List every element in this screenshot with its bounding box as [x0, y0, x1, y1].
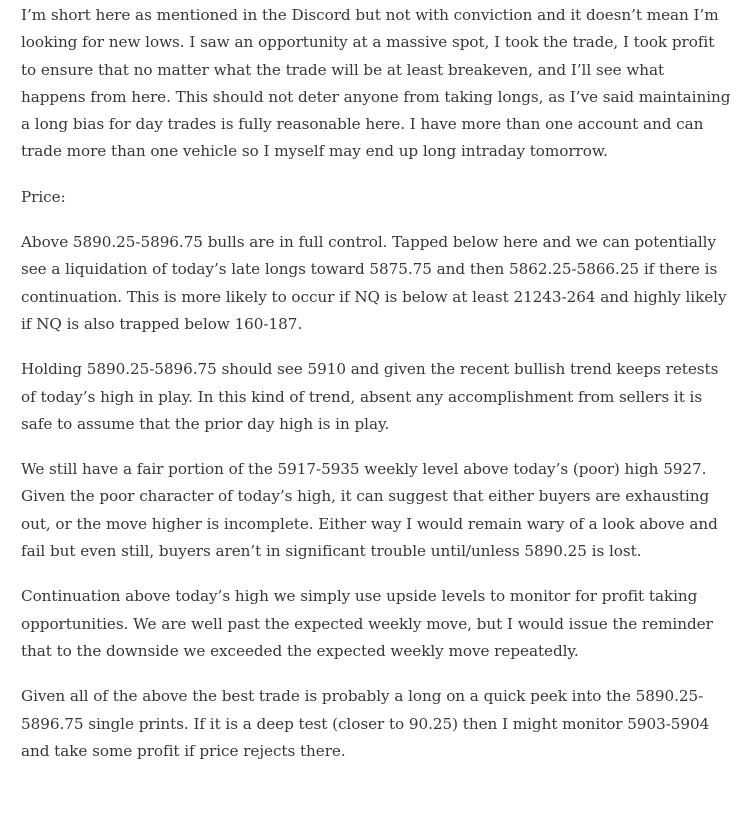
paragraph-weekly-level: We still have a fair portion of the 5917-5935 weekly level above today’s (poor) high 5927. Given the poor character of today’s high, it can suggest that either buyers are exhausting out, or the move higher is incomplete. Either way I would remain wary of a look above and fail but even still, buyers aren’t in significant trouble until/unless 5890.25 is lost.	[21, 460, 718, 561]
paragraph-continuation: Continuation above today’s high we simply use upside levels to monitor for profit taking opportunities. We are well past the expected weekly move, but I would issue the reminder that to the downside we exceeded the expected weekly move repeatedly.	[21, 587, 713, 660]
paragraph-bull-control: Above 5890.25-5896.75 bulls are in full control. Tapped below here and we can potentially see a liquidation of today’s late longs toward 5875.75 and then 5862.25-5866.25 if there is continuation. This is more likely to occur if NQ is below at least 21243-264 and highly likely if NQ is also trapped below 160-187.	[21, 233, 727, 333]
paragraph-position-note: I’m short here as mentioned in the Discord but not with conviction and it doesn’t mean I’m looking for new lows. I saw an opportunity at a massive spot, I took the trade, I took profit to ensure that no matter what the trade will be at least breakeven, and I’ll see what happens from here. This should not deter anyone from taking longs, as I’ve said maintaining a long bias for day trades is fully reasonable here. I have more than one account and can trade more than one vehicle so I myself may end up long intraday tomorrow.	[21, 6, 731, 161]
paragraph-best-trade: Given all of the above the best trade is probably a long on a quick peek into the 5890.25-5896.75 single prints. If it is a deep test (closer to 90.25) then I might monitor 5903-5904 and take some profit if price rejects there.	[21, 687, 710, 760]
article-body	[21, 2, 733, 783]
paragraph-price-heading: Price:	[21, 187, 66, 206]
paragraph-holding-level: Holding 5890.25-5896.75 should see 5910 and given the recent bullish trend keeps retests of today’s high in play. In this kind of trend, absent any accomplishment from sellers it is safe to assume that the prior day high is in play.	[21, 360, 719, 433]
